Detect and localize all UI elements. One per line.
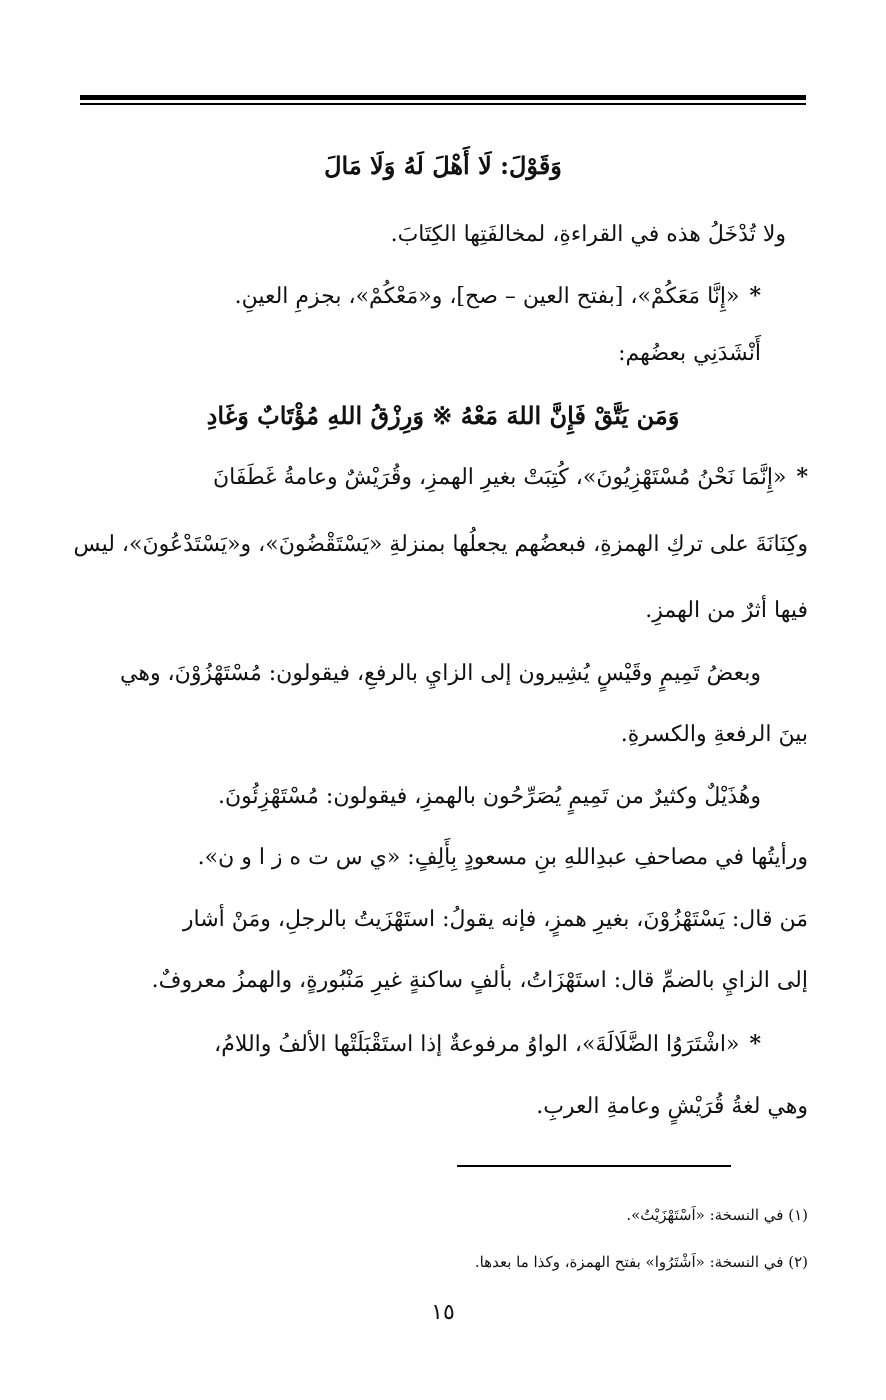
- page-number: ١٥: [431, 1300, 455, 1325]
- paragraph-line: بينَ الرفعةِ والكسرةِ.: [620, 722, 808, 747]
- paragraph-line: [78, 463, 808, 492]
- entry-marker: *: [796, 464, 808, 490]
- entry-marker: *: [749, 283, 761, 309]
- paragraph-line: أَنْشَدَنِي بعضُهم:: [618, 341, 761, 366]
- entry-marker: *: [749, 1031, 761, 1057]
- paragraph-line: وبعضُ تَمِيمٍ وقَيْسٍ يُشِيرون إلى الزايِ بالرفعِ، فيقولون: مُسْتَهْزُوْنَ، وهي: [120, 661, 761, 686]
- paragraph-line: مَن قال: يَسْتَهْزُوْنَ، بغيرِ همزٍ، فإنه يقولُ: استَهْزَيتُ بالرجلِ، ومَنْ أشار: [182, 907, 808, 932]
- header-rule: [80, 95, 806, 100]
- footnote: (١) في النسخة: «اَسْتَهْزَيْتُ».: [626, 1206, 808, 1224]
- entry-text: «إِنَّمَا نَحْنُ مُسْتَهْزِيُونَ»، كُتِبَتْ بغيرِ الهمزِ، وقُرَيْشٌ وعامةُ غَطَفَانَ: [213, 465, 787, 490]
- header-rule-thin: [80, 103, 806, 105]
- footnote-rule: [457, 1165, 731, 1167]
- paragraph-line: إلى الزايِ بالضمِّ قال: استَهْزَاتُ، بألفٍ ساكنةٍ غيرِ مَنْبُورةٍ، والهمزُ معروفٌ.: [151, 968, 808, 993]
- paragraph-line: فيها أثرٌ من الهمزِ.: [645, 598, 808, 623]
- poem-verse: وَمَن يَتَّقْ فَإِنَّ اللهَ مَعْهُ ※ وَرِزْقُ اللهِ مُؤْتَابٌ وَغَادِ: [206, 401, 680, 430]
- paragraph-line: [214, 1030, 761, 1059]
- paragraph-line: [235, 282, 761, 311]
- paragraph-line: وهي لغةُ قُرَيْشٍ وعامةِ العربِ.: [536, 1094, 808, 1119]
- paragraph-line: وهُذَيْلٌ وكثيرٌ من تَمِيمٍ يُصَرِّحُون بالهمزِ، فيقولون: مُسْتَهْزِئُونَ.: [217, 784, 761, 809]
- entry-text: «اشْتَرَوُا الضَّلَالَةَ»، الواوُ مرفوعةٌ إذا استَقْبَلَتْها الألفُ واللامُ،: [214, 1032, 740, 1057]
- paragraph-line: ورأيتُها في مصاحفِ عبدِاللهِ بنِ مسعودٍ بِأَلِفٍ: «ي س ت ه ز ا و ن».: [197, 845, 808, 870]
- paragraph-line: وكِنَانَةَ على تركِ الهمزةِ، فبعضُهم يجعلُها بمنزلةِ «يَسْتَقْضُونَ»، و«يَسْتَدْعُونَ»، ليس: [73, 532, 808, 557]
- footnote: (٢) في النسخة: «اَشْتَرُوا» بفتح الهمزة، وكذا ما بعدها.: [474, 1253, 808, 1271]
- entry-text: «إِنَّا مَعَكُمْ»، [بفتح العين – صح]، و«مَعْكُمْ»، بجزمِ العينِ.: [234, 284, 740, 309]
- verse-heading: وَقَوْلَ: لَا أَهْلَ لَهُ وَلَا مَالَ: [324, 151, 562, 180]
- paragraph-line: ولا تُدْخَلُ هذه في القراءةِ، لمخالفَتِها الكِتَابَ.: [390, 222, 786, 247]
